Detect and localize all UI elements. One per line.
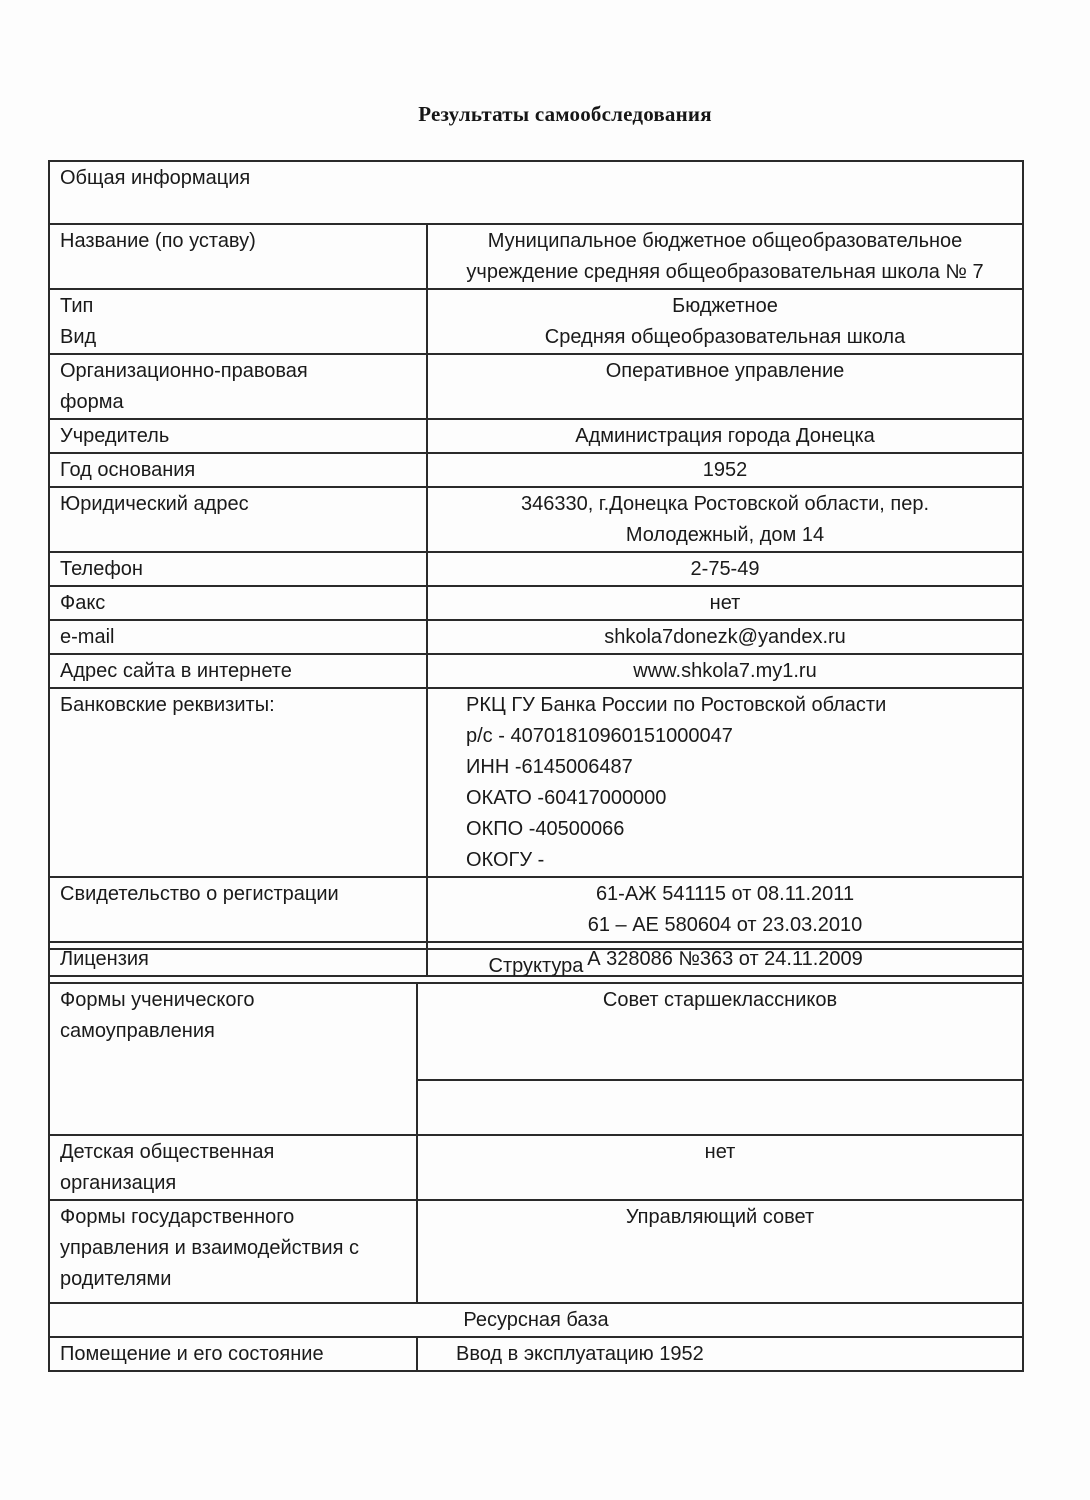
general-info-table (48, 160, 1024, 977)
row-label: e-mail (49, 620, 427, 654)
bank-account: р/с - 40701810960151000047 (466, 725, 733, 747)
structure-resources-table (48, 948, 1024, 1372)
label-line: Вид (60, 326, 97, 348)
value-line: учреждение средняя общеобразовательная школа № 7 (466, 261, 984, 283)
row-value (417, 983, 1023, 1135)
table-row (49, 1200, 1023, 1303)
nested-value-table (418, 984, 1022, 1134)
value-line: 346330, г.Донецка Ростовской области, пер. (520, 493, 930, 515)
row-label: Название (по уставу) (49, 224, 427, 289)
row-value: нет (417, 1135, 1023, 1200)
row-label: Телефон (49, 552, 427, 586)
section-header-structure: Структура (49, 949, 1023, 983)
row-label: Помещение и его состояние (49, 1337, 417, 1371)
table-row (49, 354, 1023, 419)
value-line: 61-АЖ 541115 от 08.11.2011 (595, 883, 855, 905)
table-row (49, 654, 1023, 688)
row-label (49, 1200, 417, 1303)
label-line: Организационно-правовая (60, 360, 308, 382)
section-row-general (49, 161, 1023, 224)
bank-inn: ИНН -6145006487 (466, 756, 633, 778)
label-line: Детская общественная (60, 1141, 275, 1163)
document-title: Результаты самообследования (418, 102, 712, 126)
row-value-secondary (418, 1080, 1022, 1134)
section-row-structure (49, 949, 1023, 983)
table-row (49, 289, 1023, 354)
table-row (49, 877, 1023, 942)
row-label: Год основания (49, 453, 427, 487)
value-line: Бюджетное (672, 295, 778, 317)
bank-okato: ОКАТО -60417000000 (466, 787, 667, 809)
table-row (49, 620, 1023, 654)
table-row (49, 1135, 1023, 1200)
row-value: Ввод в эксплуатацию 1952 (417, 1337, 1023, 1371)
bank-okpo: ОКПО -40500066 (466, 818, 625, 840)
row-label (49, 289, 427, 354)
row-value: Управляющий совет (417, 1200, 1023, 1303)
row-label (49, 983, 417, 1135)
value-line: Молодежный, дом 14 (625, 524, 825, 546)
section-header-general: Общая информация (49, 161, 1023, 224)
row-value (427, 688, 1023, 877)
row-value: 2-75-49 (427, 552, 1023, 586)
row-label: Свидетельство о регистрации (49, 877, 427, 942)
row-value: А 328086 №363 от 24.11.2009 (427, 942, 1023, 976)
value-line: 61 – АЕ 580604 от 23.03.2010 (587, 914, 863, 936)
row-label: Учредитель (49, 419, 427, 453)
label-line: Формы государственного (60, 1206, 295, 1228)
label-line: самоуправления (60, 1020, 215, 1042)
row-label (49, 354, 427, 419)
table-row (49, 1337, 1023, 1371)
table-row (49, 586, 1023, 620)
table-row (49, 453, 1023, 487)
row-value: www.shkola7.my1.ru (427, 654, 1023, 688)
label-line: Формы ученического (60, 989, 255, 1011)
row-value: нет (427, 586, 1023, 620)
row-label: Адрес сайта в интернете (49, 654, 427, 688)
value-line: Муниципальное бюджетное общеобразовательное (487, 230, 963, 252)
row-value-primary: Совет старшеклассников (418, 984, 1022, 1080)
table-row (49, 419, 1023, 453)
row-value (427, 224, 1023, 289)
row-value: 1952 (427, 453, 1023, 487)
row-value: Оперативное управление (427, 354, 1023, 419)
label-line: Тип (60, 295, 94, 317)
table-row-bank-details (49, 688, 1023, 877)
label-line: родителями (60, 1268, 172, 1290)
row-value: shkola7donezk@yandex.ru (427, 620, 1023, 654)
label-line: форма (60, 391, 124, 413)
section-header-resources: Ресурсная база (49, 1303, 1023, 1337)
section-row-resources (49, 1303, 1023, 1337)
table-row (49, 552, 1023, 586)
row-label: Лицензия (49, 942, 427, 976)
row-label: Банковские реквизиты: (49, 688, 427, 877)
table-row (49, 224, 1023, 289)
label-line: управления и взаимодействия с (60, 1237, 359, 1259)
row-value (427, 877, 1023, 942)
value-line: Средняя общеобразовательная школа (544, 326, 906, 348)
row-value: Администрация города Донецка (427, 419, 1023, 453)
bank-okogu: ОКОГУ - (466, 849, 545, 871)
row-label: Факс (49, 586, 427, 620)
row-label: Юридический адрес (49, 487, 427, 552)
table-row (49, 983, 1023, 1135)
table-row (49, 487, 1023, 552)
bank-name: РКЦ ГУ Банка России по Ростовской области (466, 694, 887, 716)
row-value (427, 487, 1023, 552)
row-label (49, 1135, 417, 1200)
row-value (427, 289, 1023, 354)
label-line: организация (60, 1172, 177, 1194)
